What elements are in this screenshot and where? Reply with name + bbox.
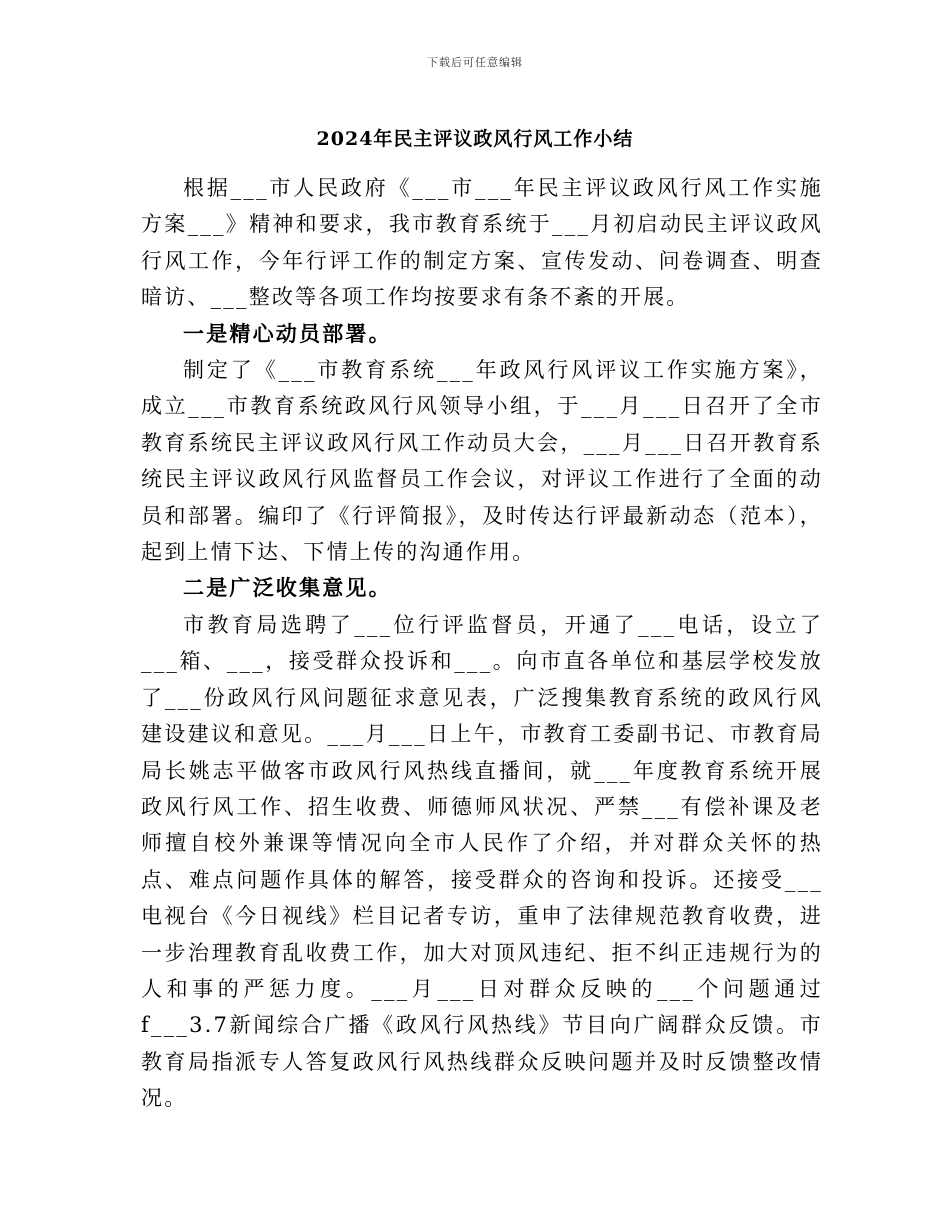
section-heading-mobilization: 一是精心动员部署。	[183, 320, 392, 346]
document-body	[141, 170, 823, 1117]
mobilization-paragraph: 制定了《___市教育系统___年政风行风评议工作实施方案》，成立___市教育系统政风行风领导小组，于___月___日召开了全市教育系统民主评议政风行风工作动员大会，___月___日召开教育系统民主评议政风行风监督员工作会议，对评议工作进行了全面的动员和部署。编印了《行评简报》，及时传达行评最新动态（范本），起到上情下达、下情上传的沟通作用。	[141, 358, 823, 565]
intro-paragraph: 根据___市人民政府《___市___年民主评议政风行风工作实施方案___》精神和要求，我市教育系统于___月初启动民主评议政风行风工作，今年行评工作的制定方案、宣传发动、问卷调查、明查暗访、___整改等各项工作均按要求有条不紊的开展。	[141, 176, 823, 310]
section-heading-opinions: 二是广泛收集意见。	[183, 575, 392, 601]
opinions-paragraph: 市教育局选聘了___位行评监督员，开通了___电话，设立了___箱、___，接受群众投诉和___。向市直各单位和基层学校发放了___份政风行风问题征求意见表，广泛搜集教育系统的政风行风建设建议和意见。___月___日上午，市教育工委副书记、市教育局局长姚志平做客市政风行风热线直播间，就___年度教育系统开展政风行风工作、招生收费、师德师风状况、严禁___有偿补课及老师擅自校外兼课等情况向全市人民作了介绍，并对群众关怀的热点、难点问题作具体的解答，接受群众的咨询和投诉。还接受___电视台《今日视线》栏目记者专访，重申了法律规范教育收费，进一步治理教育乱收费工作，加大对顶风违纪、拒不纠正违规行为的人和事的严惩力度。___月___日对群众反映的___个问题通过f___3.7新闻综合广播《政风行风热线》节目向广阔群众反馈。市教育局指派专人答复政风行风热线群众反映问题并及时反馈整改情况。	[141, 612, 823, 1111]
header-note: 下载后可任意编辑	[427, 56, 523, 69]
document-title: 2024年民主评议政风行风工作小结	[316, 128, 634, 150]
